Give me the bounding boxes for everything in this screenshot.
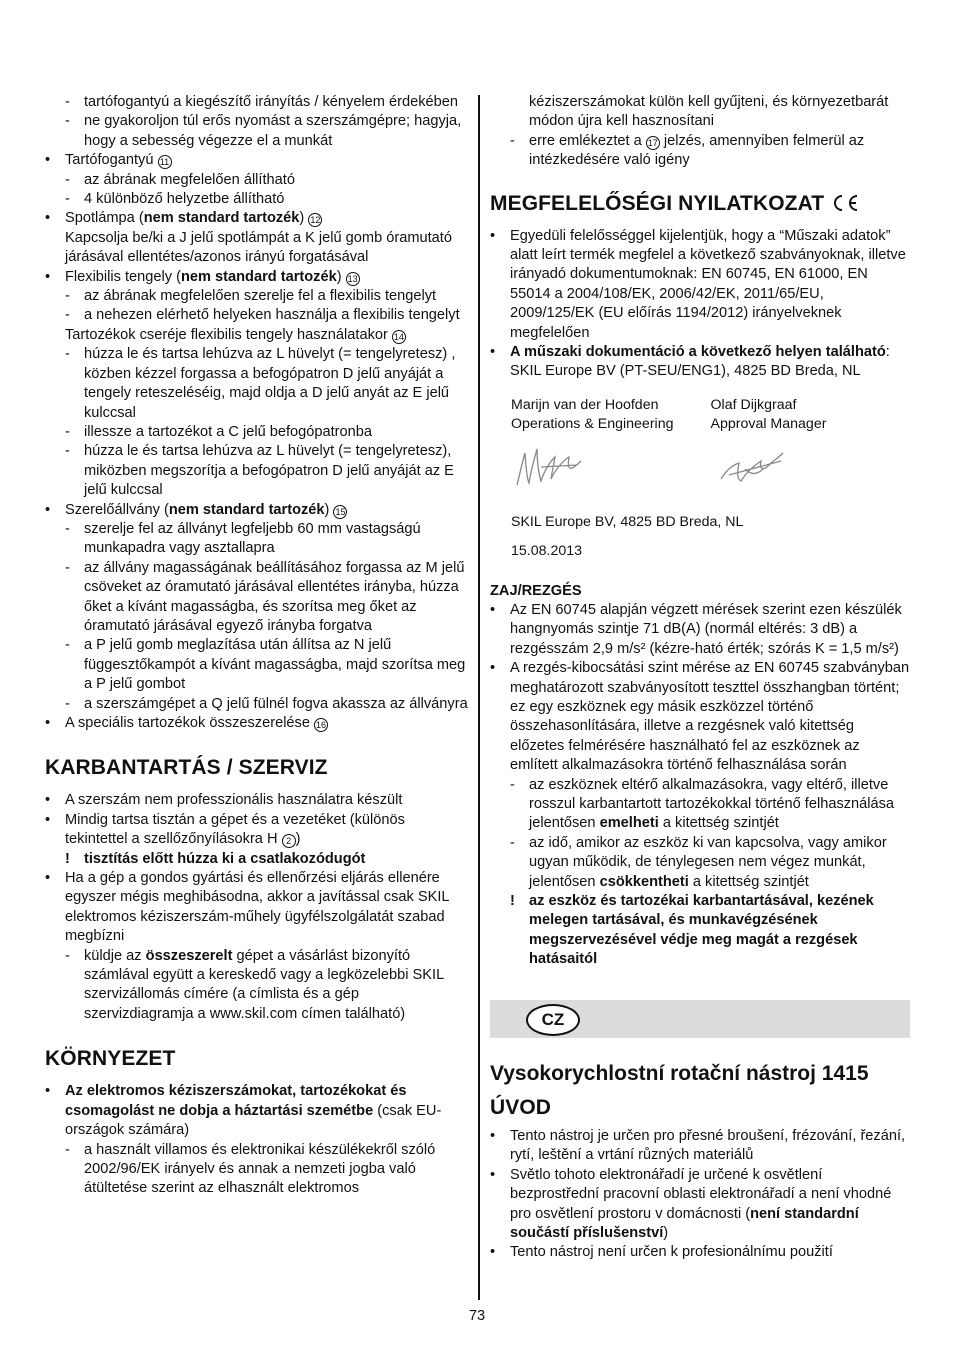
heading-service: KARBANTARTÁS / SZERVIZ (45, 756, 328, 780)
figure-ref-icon: 12 (310, 215, 321, 226)
list-item: • Egyedüli felelősséggel kijelentjük, hogy a “Műszaki adatok” alatt leírt termék megfelel a következő szabványoknak, illetve irányadó dokumentumoknak: EN 60745, EN 61000, EN 55014 a 2004/108/EK, 2006/42/EK, 2011/65/EU, 2009/125/EK (EU előírás 1194/2012) irányelveknek megfelelően (490, 227, 910, 343)
figure-ref-icon: 15 (335, 506, 346, 517)
figure-ref-icon: 2 (282, 834, 296, 848)
figure-ref-icon: 14 (393, 331, 404, 342)
list-item: • A szerszám nem professzionális használatra készült (45, 791, 470, 810)
list-item: - a nehezen elérhető helyeken használja a flexibilis tengelyt (45, 306, 470, 325)
list-item: - húzza le és tartsa lehúzva az L hüvelyt (= tengelyretesz), miközben megszorítja a befogópatron D jelű anyáját az E jelű kulccsal (45, 442, 470, 500)
product-title: Vysokorychlostní rotační nástroj 1415 (490, 1061, 869, 1085)
list-item-special: • A speciális tartozékok összeszerelése 16 (45, 714, 470, 733)
list-item: - az eszköznek eltérő alkalmazásokra, vagy eltérő, illetve rosszul karbantartott tartozékokkal történő felhasználása jelentősen emelheti a kitettség szintjét (490, 776, 910, 834)
signature-1-image (511, 439, 711, 501)
list-item-tartofogantyu: • Tartófogantyú 11 (45, 151, 470, 170)
list-item: • Tento nástroj není určen k profesionálnímu použití (490, 1243, 910, 1262)
signature-block (511, 396, 910, 562)
list-item: • Az elektromos kéziszerszámokat, tartozékokat és csomagolást ne dobja a háztartási szemétbe (csak EU-országok számára) (45, 1082, 470, 1140)
list-item: - tartófogantyú a kiegészítő irányítás / kényelem érdekében (45, 93, 470, 112)
left-column (45, 93, 470, 1199)
list-item: - az állvány magasságának beállításához forgassa az M jelű csöveket az óramutató járásával ellentétes irányba, húzza őket a kívánt magasságba, és szorítsa meg őket az óramutató járásával egyező irányba forgatva (45, 559, 470, 637)
figure-ref-icon: 11 (158, 155, 172, 169)
list-item: - húzza le és tartsa lehúzva az L hüvelyt (= tengelyretesz) , közben kézzel forgassa a befogópatron D jelű anyáját a tengely reteszeléséig, majd oldja a D jelű anyát az E jelű kulccsal (45, 345, 470, 423)
language-section-bar (490, 1000, 910, 1038)
list-item: • A műszaki dokumentáció a következő helyen található: SKIL Europe BV (PT-SEU/ENG1), 4825 BD Breda, NL (490, 343, 910, 382)
figure-ref-icon: 17 (647, 137, 658, 148)
heading-noise: ZAJ/REZGÉS (490, 582, 582, 599)
list-item: - erre emlékeztet a 17 jelzés, amennyiben felmerül az intézkedésére való igény (490, 132, 910, 171)
list-item: - a használt villamos és elektronikai készülékekről szóló 2002/96/EK irányelv és annak a nemzeti jogba való átültetése szerint az elhasznált elektromos (45, 1141, 470, 1199)
heading-uvod: ÚVOD (490, 1096, 552, 1120)
list-item: • Az EN 60745 alapján végzett mérések szerint ezen készülék hangnyomás szintje 71 dB(A) (normál eltérés: 3 dB) a rezgésszám 2,9 m/s² (kézre-ható érték; szórás K = 1,5 m/s²) (490, 601, 910, 659)
list-item: - ne gyakoroljon túl erős nyomást a szerszámgépre; hagyja, hogy a sebesség végezze el a munkát (45, 112, 470, 151)
list-item-stand: • Szerelőállvány (nem standard tartozék) 15 (45, 501, 470, 520)
list-item: - az idő, amikor az eszköz ki van kapcsolva, vagy amikor ugyan működik, de ténylegesen nem végez munkát, jelentősen csökkentheti a kitettség szintjét (490, 834, 910, 892)
list-item-continued: kéziszerszámokat külön kell gyűjteni, és környezetbarát módon újra kell hasznosítani (529, 94, 889, 130)
company-address: SKIL Europe BV, 4825 BD Breda, NL (511, 513, 744, 530)
warning-item: ! az eszköz és tartozékai karbantartásával, kezének melegen tartásával, és munkavégzésének megszervezésével védje meg magát a rezgések hatásaitól (490, 892, 910, 970)
list-item: • A rezgés-kibocsátási szint mérése az EN 60745 szabványban meghatározott szabványosított teszttel összhangban történt; ez egy eszköznek egy másik eszközzel történő összehasonlítására, illetve a rezgésnek való kitettség előzetes felmérésére használható fel az eszköznek az említett alkalmazásokra történő felhasználása során (490, 659, 910, 775)
list-item: - küldje az összeszerelt gépet a vásárlást bizonyító számlával együtt a kereskedő vagy a legközelebbi SKIL szervizállomás címére (a címlista és a gép szervizdiagramja a www.skil.com címen található) (45, 947, 470, 1025)
list-item-flex: • Flexibilis tengely (nem standard tartozék) 13 (45, 268, 470, 287)
list-item: - 4 különböző helyzetbe állítható (45, 190, 470, 209)
heading-conformity: MEGFELELŐSÉGI NYILATKOZAT (490, 191, 910, 217)
list-item: - a szerszámgépet a Q jelű fülnél fogva akassza az állványra (45, 695, 470, 714)
figure-ref-icon: 16 (316, 720, 327, 730)
page-number: 73 (468, 1308, 486, 1324)
list-item: • Světlo tohoto elektronářadí je určené k osvětlení bezprostřední pracovní oblasti elektronářadí a není vhodné pro osvětlení prostoru v domácnosti (není standardní součástí příslušenství) (490, 1166, 910, 1244)
list-item: - illessze a tartozékot a C jelű befogópatronba (45, 423, 470, 442)
language-badge-cz: CZ (526, 1004, 580, 1036)
list-item: - a P jelű gomb meglazítása után állítsa az N jelű függesztőkampót a kívánt magasságba, majd szorítsa meg a P jelű gombot (45, 636, 470, 694)
list-item: - az ábrának megfelelően állítható (45, 171, 470, 190)
signature-2-image (711, 439, 911, 501)
list-item: - szerelje fel az állványt legfeljebb 60 mm vastagságú munkapadra vagy asztallapra (45, 520, 470, 559)
right-column (490, 93, 910, 1263)
list-item: - az ábrának megfelelően szerelje fel a flexibilis tengelyt (45, 287, 470, 306)
column-divider (478, 95, 480, 1300)
declaration-date: 15.08.2013 (511, 543, 583, 560)
list-item-flex-change: Tartozékok cseréje flexibilis tengely használatakor 14 (65, 326, 404, 343)
signatory-1: Marijn van der Hoofden Operations & Engineering (511, 396, 674, 433)
heading-environment: KÖRNYEZET (45, 1047, 176, 1071)
list-item-spotlampa: • Spotlámpa (nem standard tartozék) 12 Kapcsolja be/ki a J jelű spotlámpát a K jelű gomb óramutató járásával ellentétes/azonos irányú forgatásával (45, 209, 470, 267)
figure-ref-icon: 13 (347, 273, 358, 284)
ce-mark-icon (830, 194, 860, 212)
list-item: • Ha a gép a gondos gyártási és ellenőrzési eljárás ellenére egyszer mégis meghibásodna, akkor a javítással csak SKIL elektromos kéziszerszám-műhely ügyfélszolgálatát szabad megbízni (45, 869, 470, 947)
list-item: • Tento nástroj je určen pro přesné broušení, frézování, řezání, rytí, leštění a vrtání různých materiálů (490, 1127, 910, 1166)
warning-item: ! tisztítás előtt húzza ki a csatlakozódugót (45, 850, 470, 869)
signatory-2: Olaf Dijkgraaf Approval Manager (710, 396, 827, 433)
list-item: • Mindig tartsa tisztán a gépet és a vezetéket (különös tekintettel a szellőzőnyílásokra H 2 ) (45, 811, 470, 850)
